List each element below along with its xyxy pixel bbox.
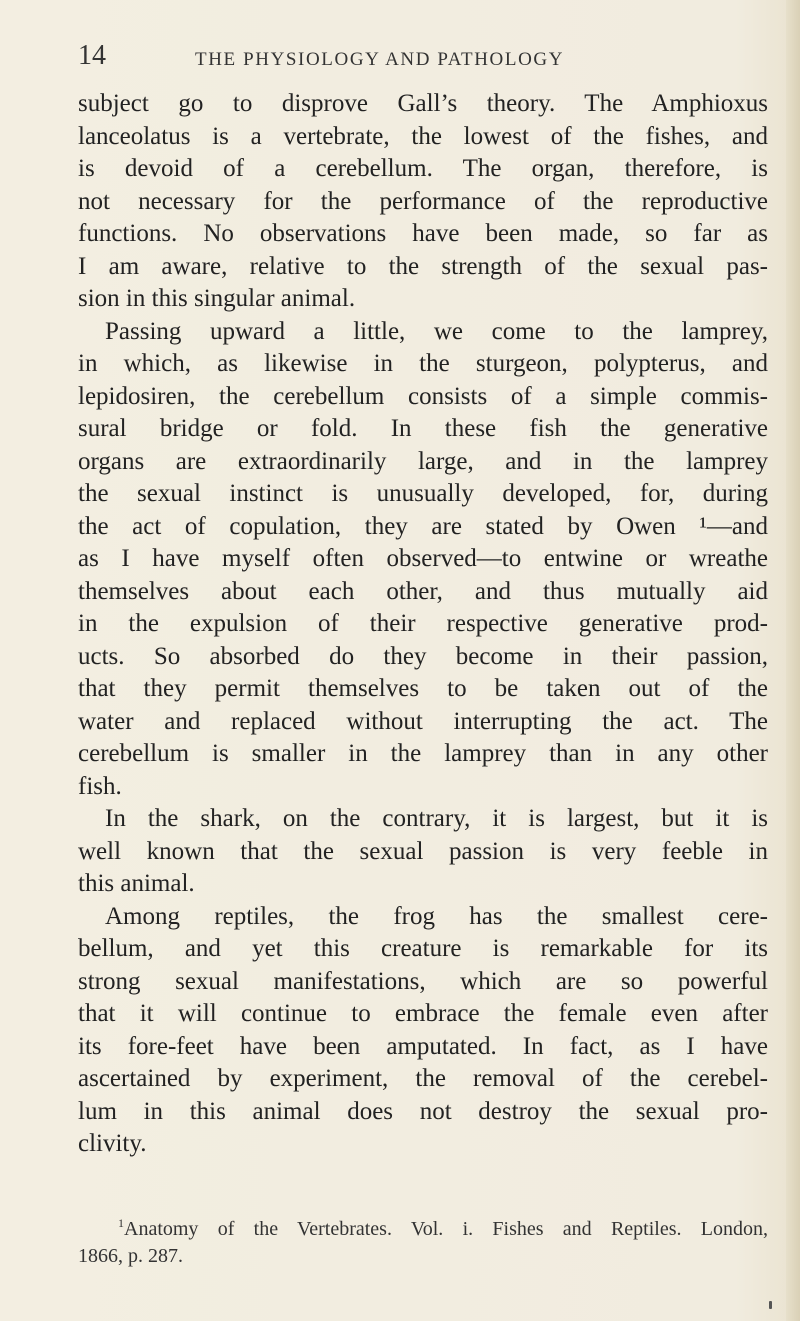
text-line: lepidosiren, the cerebellum consists of a simple commis-: [78, 382, 768, 410]
body-text: [78, 88, 768, 1161]
text-line: water and replaced without interrupting the act. The: [78, 707, 768, 735]
text-line: the sexual instinct is unusually developed, for, during: [78, 480, 768, 507]
text-line: I am aware, relative to the strength of the sexual pas-: [78, 252, 768, 280]
text-line: sion in this singular animal.: [78, 285, 356, 312]
page-header: [78, 42, 764, 78]
paragraph-start-line: Passing upward a little, we come to the lamprey,: [105, 317, 768, 345]
text-line: clivity.: [78, 1130, 147, 1157]
text-line: ascertained by experiment, the removal of the cerebel-: [78, 1065, 768, 1092]
footnote-text: Anatomy of the Vertebrates. Vol. i. Fishes and Reptiles. London,: [124, 1218, 768, 1240]
text-line: bellum, and yet this creature is remarkable for its: [78, 935, 768, 962]
text-line: ucts. So absorbed do they become in their passion,: [78, 642, 768, 670]
paragraph-start-line: Among reptiles, the frog has the smallest cere-: [105, 902, 768, 930]
footnote-line: 1866, p. 287.: [78, 1245, 183, 1267]
page-mark: [769, 1301, 772, 1309]
text-line: that it will continue to embrace the female even after: [78, 1000, 768, 1027]
paragraph-start-line: In the shark, on the contrary, it is largest, but it is: [105, 805, 768, 832]
footnote-marker: 1: [118, 1216, 124, 1230]
text-line: as I have myself often observed—to entwine or wreathe: [78, 545, 768, 572]
running-head: THE PHYSIOLOGY AND PATHOLOGY: [195, 49, 565, 70]
text-line: strong sexual manifestations, which are so powerful: [78, 967, 768, 995]
text-line: well known that the sexual passion is very feeble in: [78, 837, 768, 865]
text-line: organs are extraordinarily large, and in the lamprey: [78, 447, 768, 475]
text-line: its fore-feet have been amputated. In fact, as I have: [78, 1032, 768, 1060]
text-line: subject go to disprove Gall’s theory. The Amphioxus: [78, 90, 768, 117]
text-line: fish.: [78, 772, 122, 800]
text-line: not necessary for the performance of the reproductive: [78, 187, 768, 215]
text-line: that they permit themselves to be taken out of the: [78, 675, 768, 702]
text-line: sural bridge or fold. In these fish the generative: [78, 415, 768, 442]
page-edge: [786, 0, 800, 1321]
text-line: this animal.: [78, 870, 195, 897]
footnote-line: [78, 1216, 768, 1243]
text-line: lum in this animal does not destroy the sexual pro-: [78, 1097, 768, 1125]
text-line: in which, as likewise in the sturgeon, polypterus, and: [78, 350, 768, 377]
page-number: 14: [78, 40, 106, 71]
text-line: cerebellum is smaller in the lamprey than in any other: [78, 740, 768, 767]
text-line: is devoid of a cerebellum. The organ, therefore, is: [78, 155, 768, 182]
text-line: in the expulsion of their respective generative prod-: [78, 610, 768, 637]
text-line: themselves about each other, and thus mutually aid: [78, 577, 768, 605]
text-line: functions. No observations have been made, so far as: [78, 220, 768, 247]
footnote: [78, 1216, 768, 1270]
text-line: the act of copulation, they are stated by Owen ¹—and: [78, 512, 768, 540]
text-line: lanceolatus is a vertebrate, the lowest of the fishes, and: [78, 122, 768, 150]
